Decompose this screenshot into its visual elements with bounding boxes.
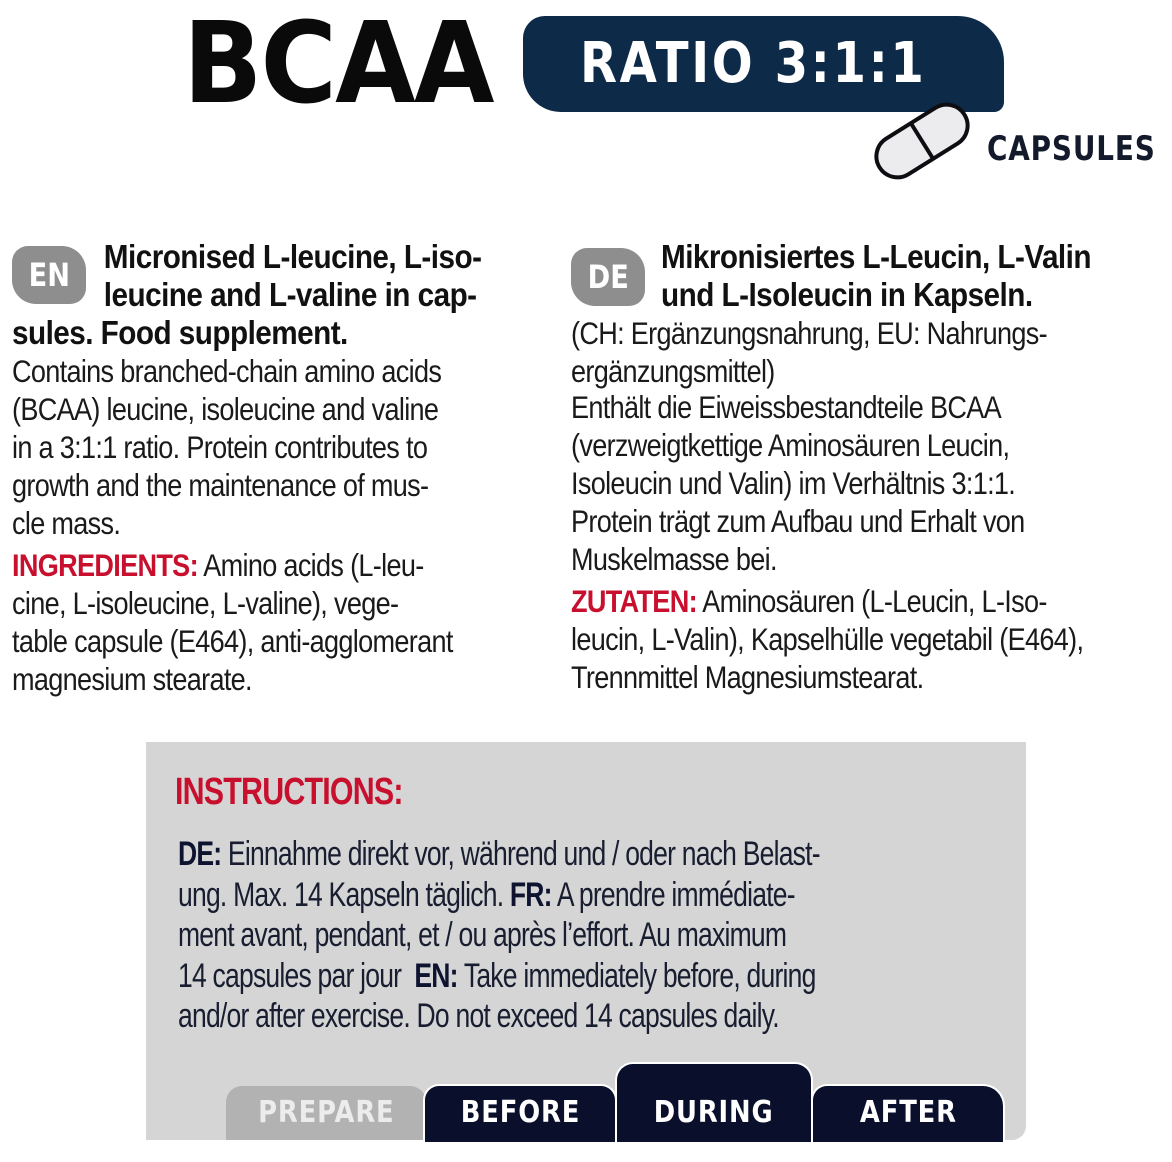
- tab-prepare: PREPARE: [226, 1086, 426, 1140]
- instructions-text: DE: Einnahme direkt vor, während und / oder nach Belast- ung. Max. 14 Kapseln täglich. FR: A prendre immédiate- ment avant, pendant, et / ou après l’effort. Au maximum 14 capsules par jour EN: Take immediately before, during and/or after exercise. Do not exceed 14 capsules daily.: [178, 835, 820, 1035]
- instr-en-label: EN:: [414, 956, 458, 995]
- en-product-title: Micronised L-leucine, L-iso- leucine and L-valine in cap- sules. Food supplement.: [12, 238, 482, 351]
- capsule-icon: [866, 98, 978, 184]
- language-badge-de: DE: [571, 248, 645, 306]
- instructions-title: INSTRUCTIONS:: [175, 771, 403, 813]
- tab-during: DURING: [615, 1062, 813, 1142]
- german-section: [571, 238, 1171, 696]
- de-description: Enthält die Eiweissbestandteile BCAA (verzweigtkettige Aminosäuren Leucin, Isoleucin und Valin) im Verhältnis 3:1:1. Protein trägt zum Aufbau und Erhalt von Muskelmasse bei.: [571, 389, 1025, 577]
- de-ingredients: ZUTATEN: Aminosäuren (L-Leucin, L-Iso- leucin, L-Valin), Kapselhülle vegetabil (E464), Trennmittel Magnesiumstearat.: [571, 583, 1084, 695]
- format-label: CAPSULES: [987, 129, 1156, 169]
- instr-de-label: DE:: [178, 835, 222, 873]
- en-ingredients: INGREDIENTS: Amino acids (L-leu- cine, L-isoleucine, L-valine), vege- table capsule (E464), anti-agglomerant magnesium stearate.: [12, 547, 453, 697]
- ratio-label: RATIO 3:1:1: [580, 31, 927, 96]
- en-description: Contains branched-chain amino acids (BCAA) leucine, isoleucine and valine in a 3:1:1 ratio. Protein contributes to growth and the maintenance of mus- cle mass.: [12, 353, 442, 541]
- brand-title: BCAA: [183, 0, 493, 129]
- de-product-title: Mikronisiertes L-Leucin, L-Valin und L-Isoleucin in Kapseln.: [661, 238, 1091, 313]
- de-ingredients-label: ZUTATEN:: [571, 583, 697, 619]
- instr-fr-label: FR:: [509, 875, 552, 914]
- english-section: [12, 238, 552, 698]
- de-subtitle: (CH: Ergänzungsnahrung, EU: Nahrungs- ergänzungsmittel): [571, 315, 1047, 389]
- tab-before: BEFORE: [423, 1084, 617, 1142]
- language-badge-en: EN: [12, 246, 86, 304]
- en-ingredients-label: INGREDIENTS:: [12, 547, 198, 583]
- tab-after: AFTER: [811, 1084, 1005, 1142]
